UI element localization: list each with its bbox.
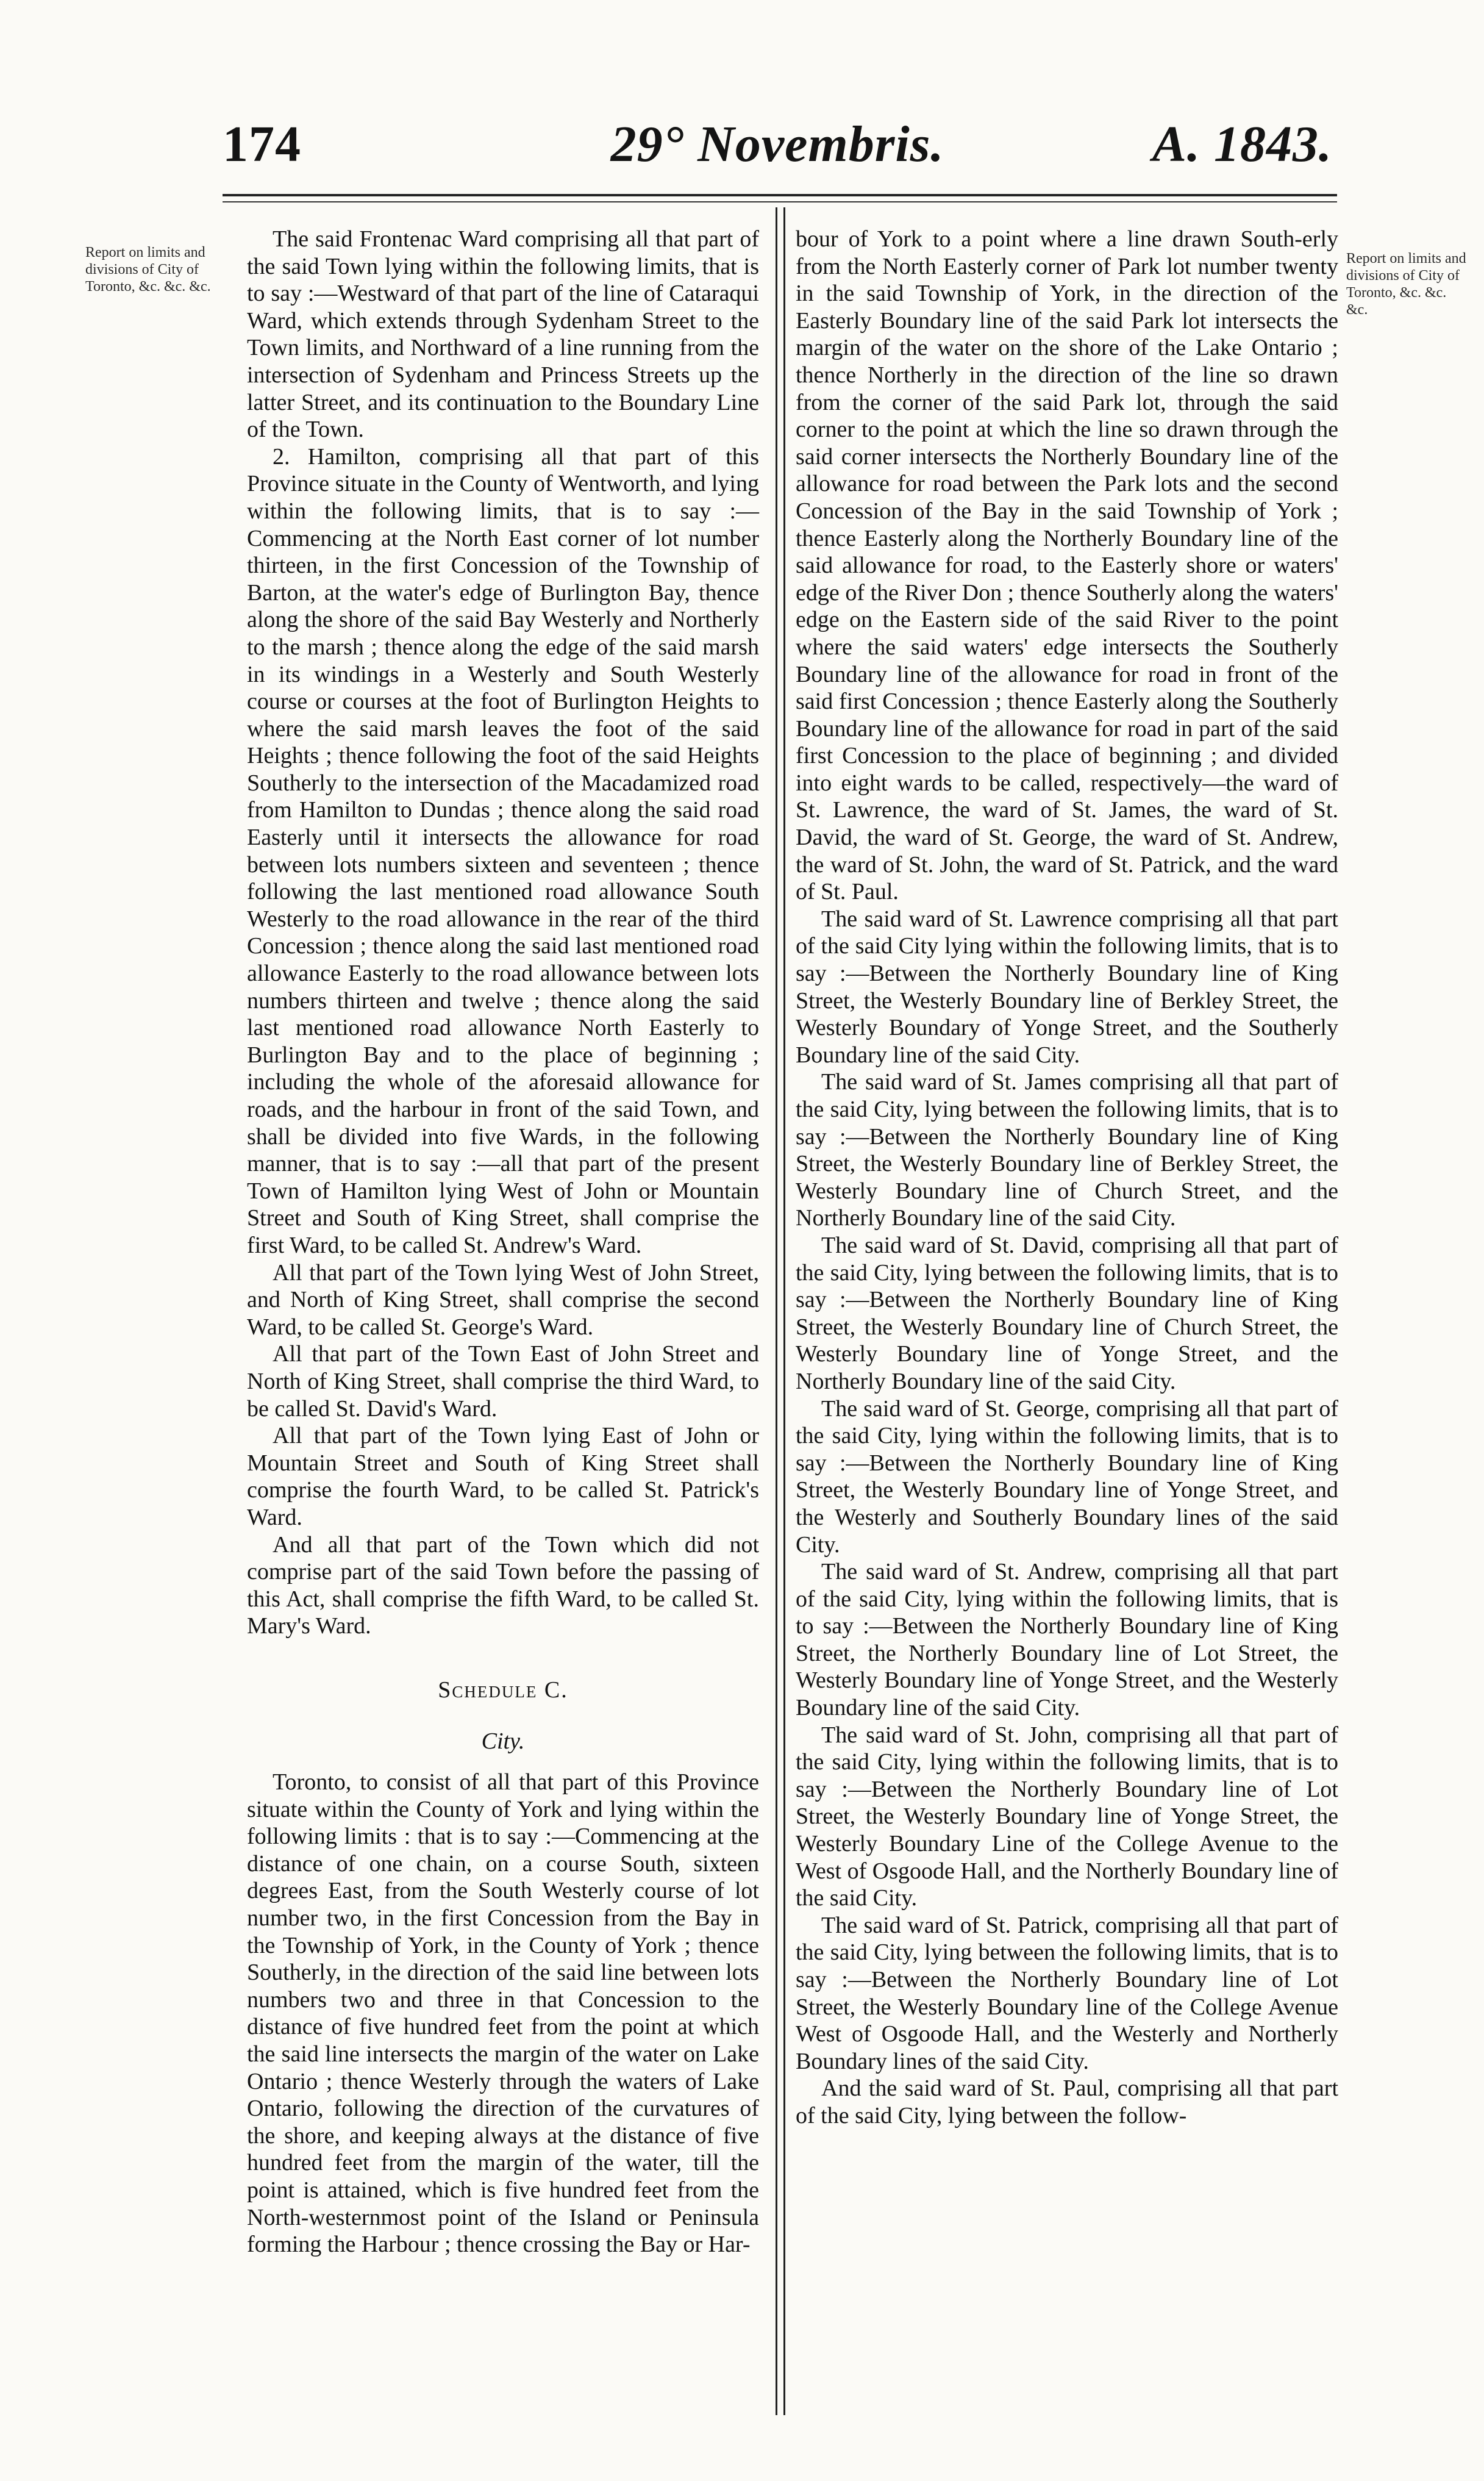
page-header [223,115,1332,182]
right-column [796,226,1338,2130]
schedule-heading: Schedule C. [438,1677,568,1703]
paragraph-st-patrick-ward: The said ward of St. Patrick, comprising all that part of the said City, lying between the following limits, that is to say :—Between the Northerly Boundary line of Lot Street, the Westerly Boundary line of the College Avenue West of Osgoode Hall, and the Westerly and Northerly Boundary lines of the said City. [796,1912,1338,2074]
paragraph-toronto-continued: bour of York to a point where a line drawn South-erly from the North Easterly corner of Park lot number twenty in the said Township of York, in the direction of the Easterly Boundary line of the said Park lot intersects the margin of the water on the shore of the Lake Ontario ; thence Northerly in the direction of the line so drawn from the corner of the said Park lot, through the said corner to the point at which the line so drawn through the said corner intersects the Northerly Boundary line of the allowance for road between the Park lots and the second Concession of the Bay in the said Township of York ; thence Easterly along the Northerly Boundary line of the said allowance for road, to the Easterly shore or waters' edge of the River Don ; thence Southerly along the waters' edge on the Eastern side of the said River to the point where the said waters' edge intersects the Southerly Boundary line of the allowance for road in front of the said first Concession ; thence Easterly along the Southerly Boundary line of the allowance for road in part of the said first Concession to the place of beginning ; and divided into eight wards to be called, respectively—the ward of St. Lawrence, the ward of St. James, the ward of St. David, the ward of St. George, the ward of St. Andrew, the ward of St. John, the ward of St. Patrick, and the ward of St. Paul. [796,226,1338,905]
header-rule [223,194,1337,196]
column-divider-left [776,207,777,2415]
paragraph-st-james-ward: The said ward of St. James comprising all that part of the said City, lying between the following limits, that is to say :—Between the Northerly Boundary line of King Street, the Westerly Boundary line of Berkley Street, the Westerly Boundary line of Church Street, and the Northerly Boundary line of the said City. [796,1069,1338,1231]
left-column [247,226,759,2258]
paragraph-frontenac-ward: The said Frontenac Ward comprising all that part of the said Town lying within the following limits, that is to say :—Westward of that part of the line of Cataraqui Ward, which extends through Sydenham Street to the Town limits, and Northward of a line running from the intersection of Sydenham and Princess Streets up the latter Street, and its continuation to the Boundary Line of the Town. [247,226,759,443]
paragraph-st-marys-ward: And all that part of the Town which did not comprise part of the said Town before the passing of this Act, shall comprise the fifth Ward, to be called St. Mary's Ward. [247,1531,759,1639]
city-heading: City. [481,1728,525,1755]
paragraph-st-george-ward: The said ward of St. George, comprising all that part of the said City, lying within the following limits, that is to say :—Between the Northerly Boundary line of King Street, the Westerly Boundary line of Yonge Street, and the Westerly and Southerly Boundary lines of the said City. [796,1395,1338,1558]
page-date: 29° Novembris. [610,116,944,173]
header-rule-secondary [223,201,1337,202]
paragraph-toronto: Toronto, to consist of all that part of this Province situate within the County of York and lying within the following limits : that is to say :—Commencing at the distance of one chain, on a course South, sixteen degrees East, from the South Westerly course of lot number two, in the first Concession from the Bay in the Township of York, in the County of York ; thence Southerly, in the direction of the said line between lots numbers two and three in that Concession to the distance of five hundred feet from the point at which the said line intersects the margin of the water on Lake Ontario ; thence Westerly through the waters of Lake Ontario, following the direction of the curvatures of the shore, and keeping always at the distance of five hundred feet from the margin of the water, till the point is attained, which is five hundred feet from the North-westernmost point of the Island or Peninsula forming the Harbour ; thence crossing the Bay or Har- [247,1769,759,2258]
paragraph-st-davids-ward: All that part of the Town East of John Street and North of King Street, shall comprise the third Ward, to be called St. David's Ward. [247,1341,759,1422]
paragraph-hamilton: 2. Hamilton, comprising all that part of this Province situate in the County of Wentworth, and lying within the following limits, that is to say :—Commencing at the North East corner of lot number thirteen, in the first Concession of the Township of Barton, at the water's edge of Burlington Bay, thence along the shore of the said Bay Westerly and Northerly to the marsh ; thence along the edge of the said marsh in its windings in a Westerly and South Westerly course or courses at the foot of Burlington Heights to where the said marsh leaves the foot of the said Heights ; thence following the foot of the said Heights Southerly to the intersection of the Macadamized road from Hamilton to Dundas ; thence along the said road Easterly until it intersects the allowance for road between lots numbers sixteen and seventeen ; thence following the last mentioned road allowance South Westerly to the road allowance in the rear of the third Concession ; thence along the said last mentioned road allowance Easterly to the road allowance between lots numbers thirteen and twelve ; thence along the said last mentioned road allowance North Easterly to Burlington Bay and to the place of beginning ; including the whole of the aforesaid allowance for roads, and the harbour in front of the said Town, and shall be divided into five Wards, in the following manner, that is to say :—all that part of the present Town of Hamilton lying West of John or Mountain Street and South of King Street, shall comprise the first Ward, to be called St. Andrew's Ward. [247,443,759,1258]
column-divider-right [783,207,785,2415]
paragraph-st-david-ward: The said ward of St. David, comprising all that part of the said City, lying between the following limits, that is to say :—Between the Northerly Boundary line of King Street, the Westerly Boundary line of Church Street, the Westerly Boundary line of Yonge Street, and the Northerly Boundary line of the said City. [796,1232,1338,1394]
margin-note-right: Report on limits and divisions of City of Toronto, &c. &c. &c. [1346,251,1466,318]
page-year: A. 1843. [1152,116,1332,173]
paragraph-st-paul-ward: And the said ward of St. Paul, comprising all that part of the said City, lying between the follow- [796,2075,1338,2128]
paragraph-st-lawrence-ward: The said ward of St. Lawrence comprising all that part of the said City lying within the following limits, that is to say :—Between the Northerly Boundary line of King Street, the Westerly Boundary line of Berkley Street, the Westerly Boundary of Yonge Street, and the Southerly Boundary line of the said City. [796,906,1338,1068]
paragraph-st-georges-ward: All that part of the Town lying West of John Street, and North of King Street, shall comprise the second Ward, to be called St. George's Ward. [247,1259,759,1340]
paragraph-st-andrew-ward: The said ward of St. Andrew, comprising all that part of the said City, lying within the following limits, that is to say :—Between the Northerly Boundary line of King Street, the Northerly Boundary line of Lot Street, the Westerly Boundary line of Yonge Street, and the Westerly Boundary line of the said City. [796,1559,1338,1721]
margin-note-left: Report on limits and divisions of City of Toronto, &c. &c. &c. [85,245,211,295]
paragraph-st-patricks-ward: All that part of the Town lying East of John or Mountain Street and South of King Street shall comprise the fourth Ward, to be called St. Patrick's Ward. [247,1423,759,1530]
page-number: 174 [223,116,301,173]
paragraph-st-john-ward: The said ward of St. John, comprising all that part of the said City, lying within the following limits, that is to say :—Between the Northerly Boundary line of Lot Street, the Westerly Boundary line of Yonge Street, the Westerly Boundary Line of the College Avenue to the West of Osgoode Hall, and the Northerly Boundary line of the said City. [796,1722,1338,1911]
